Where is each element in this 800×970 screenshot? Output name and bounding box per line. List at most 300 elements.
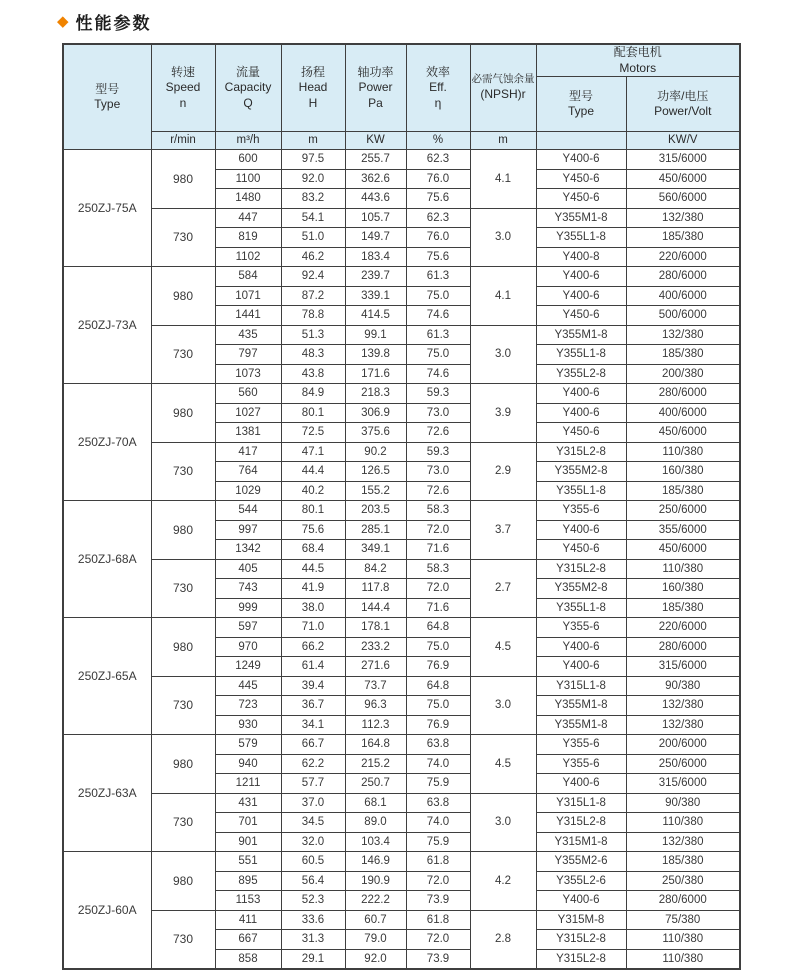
shaft-power-cell: 239.7: [345, 267, 406, 287]
capacity-cell: 940: [215, 754, 281, 774]
speed-cell: 980: [151, 150, 215, 209]
unit-motor-power: KW/V: [626, 132, 740, 150]
shaft-power-cell: 233.2: [345, 637, 406, 657]
head-cell: 37.0: [281, 793, 345, 813]
motor-type-cell: Y400-6: [536, 403, 626, 423]
efficiency-cell: 74.0: [406, 813, 470, 833]
npsh-cell: 3.0: [470, 676, 536, 735]
motor-power-volt-cell: 110/380: [626, 442, 740, 462]
head-cell: 29.1: [281, 949, 345, 969]
capacity-cell: 743: [215, 579, 281, 599]
efficiency-cell: 71.6: [406, 598, 470, 618]
unit-power: KW: [345, 132, 406, 150]
model-cell: 250ZJ-73A: [63, 267, 151, 384]
npsh-cell: 4.1: [470, 267, 536, 326]
motor-power-volt-cell: 450/6000: [626, 423, 740, 443]
motor-power-volt-cell: 110/380: [626, 949, 740, 969]
capacity-cell: 431: [215, 793, 281, 813]
shaft-power-cell: 99.1: [345, 325, 406, 345]
speed-cell: 980: [151, 267, 215, 326]
motor-power-volt-cell: 132/380: [626, 832, 740, 852]
motor-power-volt-cell: 280/6000: [626, 267, 740, 287]
npsh-cell: 3.9: [470, 384, 536, 443]
motor-type-cell: Y315L2-8: [536, 930, 626, 950]
col-header-motor-power: 功率/电压 Power/Volt: [626, 77, 740, 132]
table-row: [63, 793, 740, 813]
table-row: [63, 852, 740, 872]
motor-power-volt-cell: 280/6000: [626, 637, 740, 657]
capacity-cell: 411: [215, 910, 281, 930]
motor-power-volt-cell: 315/6000: [626, 774, 740, 794]
capacity-cell: 858: [215, 949, 281, 969]
table-row: [63, 501, 740, 521]
table-row: [63, 676, 740, 696]
npsh-cell: 4.5: [470, 735, 536, 794]
shaft-power-cell: 103.4: [345, 832, 406, 852]
motor-type-cell: Y355-6: [536, 754, 626, 774]
efficiency-cell: 76.9: [406, 657, 470, 677]
motor-power-volt-cell: 185/380: [626, 481, 740, 501]
capacity-cell: 1029: [215, 481, 281, 501]
efficiency-cell: 71.6: [406, 540, 470, 560]
head-cell: 34.1: [281, 715, 345, 735]
capacity-cell: 445: [215, 676, 281, 696]
capacity-cell: 405: [215, 559, 281, 579]
col-header-capacity: 流量 Capacity Q: [215, 44, 281, 132]
table-row: [63, 559, 740, 579]
motor-type-cell: Y400-6: [536, 774, 626, 794]
efficiency-cell: 58.3: [406, 559, 470, 579]
efficiency-cell: 72.0: [406, 871, 470, 891]
head-cell: 44.4: [281, 462, 345, 482]
motor-power-volt-cell: 132/380: [626, 325, 740, 345]
motor-type-cell: Y355-6: [536, 735, 626, 755]
table-row: [63, 618, 740, 638]
col-header-speed: 转速 Speed n: [151, 44, 215, 132]
shaft-power-cell: 60.7: [345, 910, 406, 930]
shaft-power-cell: 89.0: [345, 813, 406, 833]
head-cell: 51.3: [281, 325, 345, 345]
capacity-cell: 701: [215, 813, 281, 833]
shaft-power-cell: 126.5: [345, 462, 406, 482]
npsh-cell: 3.7: [470, 501, 536, 560]
efficiency-cell: 61.3: [406, 325, 470, 345]
motor-power-volt-cell: 90/380: [626, 793, 740, 813]
motor-power-volt-cell: 250/6000: [626, 501, 740, 521]
unit-npsh: m: [470, 132, 536, 150]
efficiency-cell: 73.0: [406, 462, 470, 482]
head-cell: 97.5: [281, 150, 345, 170]
capacity-cell: 1381: [215, 423, 281, 443]
table-row: [63, 910, 740, 930]
motor-type-cell: Y400-6: [536, 637, 626, 657]
shaft-power-cell: 271.6: [345, 657, 406, 677]
shaft-power-cell: 84.2: [345, 559, 406, 579]
efficiency-cell: 63.8: [406, 735, 470, 755]
model-cell: 250ZJ-75A: [63, 150, 151, 267]
efficiency-cell: 61.8: [406, 910, 470, 930]
motor-type-cell: Y315L1-8: [536, 676, 626, 696]
shaft-power-cell: 218.3: [345, 384, 406, 404]
motor-power-volt-cell: 280/6000: [626, 384, 740, 404]
efficiency-cell: 72.0: [406, 579, 470, 599]
motor-type-cell: Y450-6: [536, 189, 626, 209]
shaft-power-cell: 250.7: [345, 774, 406, 794]
motor-power-volt-cell: 450/6000: [626, 169, 740, 189]
efficiency-cell: 73.9: [406, 949, 470, 969]
motor-power-volt-cell: 355/6000: [626, 520, 740, 540]
capacity-cell: 895: [215, 871, 281, 891]
table-row: [63, 325, 740, 345]
shaft-power-cell: 190.9: [345, 871, 406, 891]
shaft-power-cell: 73.7: [345, 676, 406, 696]
npsh-cell: 3.0: [470, 208, 536, 267]
efficiency-cell: 61.3: [406, 267, 470, 287]
capacity-cell: 1211: [215, 774, 281, 794]
efficiency-cell: 72.6: [406, 423, 470, 443]
head-cell: 43.8: [281, 364, 345, 384]
capacity-cell: 901: [215, 832, 281, 852]
shaft-power-cell: 92.0: [345, 949, 406, 969]
model-cell: 250ZJ-68A: [63, 501, 151, 618]
motor-power-volt-cell: 110/380: [626, 559, 740, 579]
shaft-power-cell: 222.2: [345, 891, 406, 911]
motor-power-volt-cell: 110/380: [626, 813, 740, 833]
npsh-cell: 2.7: [470, 559, 536, 618]
capacity-cell: 1071: [215, 286, 281, 306]
efficiency-cell: 75.0: [406, 286, 470, 306]
head-cell: 38.0: [281, 598, 345, 618]
motor-type-cell: Y450-6: [536, 306, 626, 326]
motor-type-cell: Y400-6: [536, 384, 626, 404]
capacity-cell: 723: [215, 696, 281, 716]
motor-type-cell: Y315L2-8: [536, 442, 626, 462]
head-cell: 36.7: [281, 696, 345, 716]
motor-power-volt-cell: 160/380: [626, 462, 740, 482]
motor-power-volt-cell: 132/380: [626, 208, 740, 228]
speed-cell: 730: [151, 442, 215, 501]
motor-type-cell: Y355M1-8: [536, 696, 626, 716]
motor-type-cell: Y450-6: [536, 169, 626, 189]
shaft-power-cell: 183.4: [345, 247, 406, 267]
efficiency-cell: 63.8: [406, 793, 470, 813]
motor-type-cell: Y315M1-8: [536, 832, 626, 852]
motor-type-cell: Y315L1-8: [536, 793, 626, 813]
col-header-motors: 配套电机 Motors: [536, 44, 740, 77]
head-cell: 51.0: [281, 228, 345, 248]
capacity-cell: 1100: [215, 169, 281, 189]
head-cell: 72.5: [281, 423, 345, 443]
efficiency-cell: 75.0: [406, 696, 470, 716]
shaft-power-cell: 306.9: [345, 403, 406, 423]
head-cell: 60.5: [281, 852, 345, 872]
col-header-type: [63, 44, 151, 150]
motor-type-cell: Y450-6: [536, 423, 626, 443]
motor-type-cell: Y355-6: [536, 618, 626, 638]
capacity-cell: 417: [215, 442, 281, 462]
shaft-power-cell: 178.1: [345, 618, 406, 638]
model-cell: 250ZJ-63A: [63, 735, 151, 852]
efficiency-cell: 75.9: [406, 774, 470, 794]
table-row: [63, 150, 740, 170]
capacity-cell: 1480: [215, 189, 281, 209]
shaft-power-cell: 339.1: [345, 286, 406, 306]
speed-cell: 980: [151, 735, 215, 794]
speed-cell: 730: [151, 325, 215, 384]
head-cell: 39.4: [281, 676, 345, 696]
shaft-power-cell: 155.2: [345, 481, 406, 501]
head-cell: 92.4: [281, 267, 345, 287]
efficiency-cell: 64.8: [406, 676, 470, 696]
shaft-power-cell: 362.6: [345, 169, 406, 189]
motor-type-cell: Y400-6: [536, 657, 626, 677]
speed-cell: 980: [151, 384, 215, 443]
efficiency-cell: 75.0: [406, 345, 470, 365]
head-cell: 31.3: [281, 930, 345, 950]
shaft-power-cell: 146.9: [345, 852, 406, 872]
motor-type-cell: Y355M2-8: [536, 462, 626, 482]
motor-type-cell: Y355M1-8: [536, 715, 626, 735]
efficiency-cell: 73.0: [406, 403, 470, 423]
head-cell: 32.0: [281, 832, 345, 852]
capacity-cell: 1342: [215, 540, 281, 560]
col-header-eff: 效率 Eff. η: [406, 44, 470, 132]
capacity-cell: 667: [215, 930, 281, 950]
head-cell: 92.0: [281, 169, 345, 189]
head-cell: 75.6: [281, 520, 345, 540]
motor-type-cell: Y355M1-8: [536, 208, 626, 228]
unit-speed: r/min: [151, 132, 215, 150]
head-cell: 47.1: [281, 442, 345, 462]
capacity-cell: 597: [215, 618, 281, 638]
npsh-cell: 4.1: [470, 150, 536, 209]
col-header-power: 轴功率 Power Pa: [345, 44, 406, 132]
col-header-type-zh: 型号: [95, 81, 120, 96]
table-body: [63, 150, 740, 970]
page-title: 性能参数: [75, 14, 152, 33]
efficiency-cell: 74.0: [406, 754, 470, 774]
head-cell: 44.5: [281, 559, 345, 579]
shaft-power-cell: 117.8: [345, 579, 406, 599]
motor-power-volt-cell: 185/380: [626, 345, 740, 365]
speed-cell: 730: [151, 910, 215, 969]
shaft-power-cell: 203.5: [345, 501, 406, 521]
capacity-cell: 1249: [215, 657, 281, 677]
speed-cell: 730: [151, 559, 215, 618]
capacity-cell: 551: [215, 852, 281, 872]
table-header: [63, 44, 740, 150]
head-cell: 71.0: [281, 618, 345, 638]
efficiency-cell: 75.9: [406, 832, 470, 852]
shaft-power-cell: 171.6: [345, 364, 406, 384]
speed-cell: 980: [151, 618, 215, 677]
capacity-cell: 764: [215, 462, 281, 482]
capacity-cell: 579: [215, 735, 281, 755]
motor-power-volt-cell: 132/380: [626, 696, 740, 716]
efficiency-cell: 61.8: [406, 852, 470, 872]
motor-power-volt-cell: 185/380: [626, 228, 740, 248]
motor-type-cell: Y355M1-8: [536, 325, 626, 345]
capacity-cell: 560: [215, 384, 281, 404]
shaft-power-cell: 79.0: [345, 930, 406, 950]
col-header-head: 扬程 Head H: [281, 44, 345, 132]
capacity-cell: 970: [215, 637, 281, 657]
table-row: [63, 384, 740, 404]
head-cell: 61.4: [281, 657, 345, 677]
table-row: [63, 267, 740, 287]
head-cell: 66.7: [281, 735, 345, 755]
shaft-power-cell: 349.1: [345, 540, 406, 560]
npsh-cell: 3.0: [470, 325, 536, 384]
efficiency-cell: 59.3: [406, 384, 470, 404]
motor-power-volt-cell: 400/6000: [626, 286, 740, 306]
capacity-cell: 1153: [215, 891, 281, 911]
efficiency-cell: 75.6: [406, 189, 470, 209]
motor-power-volt-cell: 315/6000: [626, 657, 740, 677]
capacity-cell: 1027: [215, 403, 281, 423]
shaft-power-cell: 112.3: [345, 715, 406, 735]
motor-type-cell: Y400-6: [536, 891, 626, 911]
head-cell: 84.9: [281, 384, 345, 404]
head-cell: 41.9: [281, 579, 345, 599]
shaft-power-cell: 443.6: [345, 189, 406, 209]
efficiency-cell: 73.9: [406, 891, 470, 911]
unit-motor-type: [536, 132, 626, 150]
shaft-power-cell: 90.2: [345, 442, 406, 462]
motor-power-volt-cell: 220/6000: [626, 247, 740, 267]
motor-type-cell: Y450-6: [536, 540, 626, 560]
npsh-cell: 4.2: [470, 852, 536, 911]
motor-type-cell: Y355L1-8: [536, 481, 626, 501]
shaft-power-cell: 149.7: [345, 228, 406, 248]
efficiency-cell: 62.3: [406, 150, 470, 170]
motor-power-volt-cell: 160/380: [626, 579, 740, 599]
shaft-power-cell: 96.3: [345, 696, 406, 716]
capacity-cell: 600: [215, 150, 281, 170]
shaft-power-cell: 68.1: [345, 793, 406, 813]
efficiency-cell: 76.0: [406, 228, 470, 248]
motor-type-cell: Y315L2-8: [536, 813, 626, 833]
shaft-power-cell: 215.2: [345, 754, 406, 774]
motor-type-cell: Y315L2-8: [536, 949, 626, 969]
head-cell: 56.4: [281, 871, 345, 891]
head-cell: 78.8: [281, 306, 345, 326]
shaft-power-cell: 375.6: [345, 423, 406, 443]
motor-power-volt-cell: 500/6000: [626, 306, 740, 326]
head-cell: 87.2: [281, 286, 345, 306]
col-header-motor-type: 型号 Type: [536, 77, 626, 132]
motor-type-cell: Y355L1-8: [536, 228, 626, 248]
head-cell: 62.2: [281, 754, 345, 774]
diamond-icon: ◆: [57, 13, 69, 30]
efficiency-cell: 59.3: [406, 442, 470, 462]
col-header-npsh: 必需气蚀余量 (NPSH)r: [470, 44, 536, 132]
motor-power-volt-cell: 250/380: [626, 871, 740, 891]
efficiency-cell: 74.6: [406, 306, 470, 326]
table-row: [63, 442, 740, 462]
capacity-cell: 544: [215, 501, 281, 521]
head-cell: 57.7: [281, 774, 345, 794]
unit-eff: %: [406, 132, 470, 150]
head-cell: 34.5: [281, 813, 345, 833]
capacity-cell: 797: [215, 345, 281, 365]
motor-type-cell: Y355L1-8: [536, 598, 626, 618]
efficiency-cell: 76.9: [406, 715, 470, 735]
performance-table: [62, 43, 741, 970]
motor-type-cell: Y355L2-8: [536, 364, 626, 384]
capacity-cell: 447: [215, 208, 281, 228]
efficiency-cell: 72.0: [406, 520, 470, 540]
npsh-cell: 2.8: [470, 910, 536, 969]
motor-type-cell: Y400-6: [536, 520, 626, 540]
shaft-power-cell: 139.8: [345, 345, 406, 365]
motor-power-volt-cell: 200/380: [626, 364, 740, 384]
model-cell: 250ZJ-65A: [63, 618, 151, 735]
npsh-cell: 4.5: [470, 618, 536, 677]
motor-type-cell: Y400-6: [536, 286, 626, 306]
speed-cell: 980: [151, 852, 215, 911]
efficiency-cell: 74.6: [406, 364, 470, 384]
efficiency-cell: 62.3: [406, 208, 470, 228]
motor-power-volt-cell: 280/6000: [626, 891, 740, 911]
efficiency-cell: 75.6: [406, 247, 470, 267]
capacity-cell: 999: [215, 598, 281, 618]
capacity-cell: 1441: [215, 306, 281, 326]
model-cell: 250ZJ-70A: [63, 384, 151, 501]
motor-power-volt-cell: 185/380: [626, 852, 740, 872]
speed-cell: 730: [151, 208, 215, 267]
shaft-power-cell: 105.7: [345, 208, 406, 228]
capacity-cell: 1102: [215, 247, 281, 267]
capacity-cell: 997: [215, 520, 281, 540]
speed-cell: 730: [151, 676, 215, 735]
capacity-cell: 584: [215, 267, 281, 287]
model-cell: 250ZJ-60A: [63, 852, 151, 970]
npsh-cell: 2.9: [470, 442, 536, 501]
motor-type-cell: Y355L1-8: [536, 345, 626, 365]
head-cell: 52.3: [281, 891, 345, 911]
motor-power-volt-cell: 132/380: [626, 715, 740, 735]
head-cell: 40.2: [281, 481, 345, 501]
shaft-power-cell: 414.5: [345, 306, 406, 326]
shaft-power-cell: 164.8: [345, 735, 406, 755]
table-row: [63, 208, 740, 228]
motor-power-volt-cell: 200/6000: [626, 735, 740, 755]
capacity-cell: 435: [215, 325, 281, 345]
head-cell: 33.6: [281, 910, 345, 930]
speed-cell: 980: [151, 501, 215, 560]
unit-head: m: [281, 132, 345, 150]
motor-power-volt-cell: 450/6000: [626, 540, 740, 560]
shaft-power-cell: 144.4: [345, 598, 406, 618]
capacity-cell: 930: [215, 715, 281, 735]
efficiency-cell: 72.0: [406, 930, 470, 950]
motor-power-volt-cell: 250/6000: [626, 754, 740, 774]
motor-power-volt-cell: 400/6000: [626, 403, 740, 423]
motor-power-volt-cell: 90/380: [626, 676, 740, 696]
capacity-cell: 1073: [215, 364, 281, 384]
head-cell: 68.4: [281, 540, 345, 560]
motor-power-volt-cell: 185/380: [626, 598, 740, 618]
shaft-power-cell: 285.1: [345, 520, 406, 540]
motor-type-cell: Y400-8: [536, 247, 626, 267]
head-cell: 46.2: [281, 247, 345, 267]
speed-cell: 730: [151, 793, 215, 852]
head-cell: 80.1: [281, 403, 345, 423]
efficiency-cell: 64.8: [406, 618, 470, 638]
efficiency-cell: 76.0: [406, 169, 470, 189]
motor-type-cell: Y315L2-8: [536, 559, 626, 579]
